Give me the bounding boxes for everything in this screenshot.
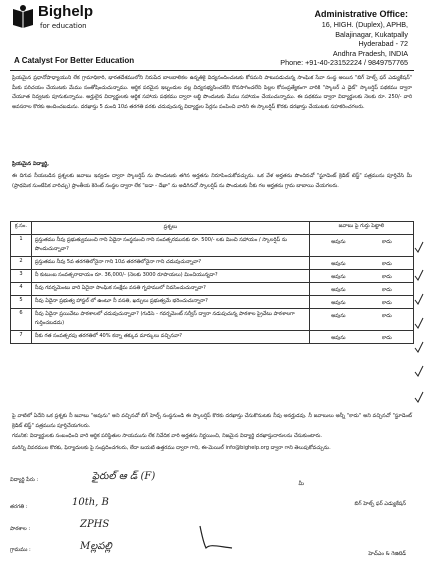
question-text: నీవు ఏదైనా ప్రభుత్వ హాస్టల్ లో ఉంటూ నీ వసతి, ఖర్చులు ప్రభుత్వమే భరించుచున్నారా? bbox=[31, 295, 309, 308]
answer-yes[interactable]: అవును bbox=[331, 286, 346, 293]
question-text: ప్రస్తుతము నీవు 5వ తరగతిలోనైనా గాని 10వ తరగతిలోనైనా గాని చదువుచున్నావా? bbox=[31, 256, 309, 269]
answer-no[interactable]: కాదు bbox=[382, 239, 392, 245]
office-line: Balajinagar, Kukatpally bbox=[335, 29, 408, 39]
answer-cell bbox=[309, 269, 413, 282]
row-number: 3 bbox=[11, 269, 32, 282]
office-line: Andhra Pradesh, INDIA bbox=[332, 48, 408, 58]
table-row bbox=[11, 235, 414, 257]
answer-yes[interactable]: అవును bbox=[331, 239, 346, 245]
table-row bbox=[11, 256, 414, 269]
class-label: తరగతి : bbox=[10, 504, 28, 510]
questions-table bbox=[10, 221, 414, 344]
school-value[interactable]: ZPHS bbox=[80, 519, 110, 530]
table-row bbox=[11, 308, 414, 330]
question-text: నీవు ఏదైనా ప్రయివేటు పాఠశాలలో చదువుచున్నావా? (గుడిసె - గవర్నమెంట్ సర్వీస్ ద్వారా నడుపుచున్న పాఠశాల ప్రైవేటు పాఠశాలగా గుర్తించబడదు) bbox=[31, 308, 309, 330]
student-name-label: విద్యార్థి పేరు : bbox=[10, 477, 39, 483]
instruction-note: గమనిక: విద్యార్థులకు సంబంధించి వారి ఆర్థిక పరిస్థితుల సాయమును లేక నివేదిక వారి అర్హతను నిర్ణయించి, నిజమైన విద్యార్థి దరఖాస్తుదారులను చేసుకుంటారు. bbox=[12, 433, 323, 439]
school-label: పాఠశాల : bbox=[10, 526, 31, 532]
office-line: 16, HIGH. (Duplex), APHB, bbox=[321, 20, 408, 29]
answer-no[interactable]: కాదు bbox=[382, 312, 392, 319]
village-label: గ్రామము : bbox=[10, 547, 31, 553]
logo-name: Bighelp bbox=[38, 3, 93, 20]
closing-word: మీ bbox=[298, 481, 304, 487]
question-text: నీ కుటుంబ సంవత్సరాదాయం రూ. 36,000/- (నెలకు 3000 రూపాయలు) మించియున్నదా? bbox=[31, 269, 309, 282]
answer-cell bbox=[309, 330, 413, 343]
row-number: 7 bbox=[11, 330, 32, 343]
row-number: 4 bbox=[11, 282, 32, 295]
answer-cell bbox=[309, 295, 413, 308]
answer-yes[interactable]: అవును bbox=[331, 260, 346, 267]
answer-no[interactable]: కాదు bbox=[382, 286, 392, 293]
header-divider bbox=[10, 70, 414, 71]
student-name-value[interactable]: ఫైరుల్ ఆ డ్ (F) bbox=[92, 471, 156, 482]
question-text: నీకు గత సంవత్సరపు తరగతిలో 40% కన్నా తక్కువ మార్కులు వచ్చినవా? bbox=[31, 330, 309, 343]
answer-cell bbox=[309, 282, 413, 295]
org-signature-line: బిగ్ హెల్ప్ ఫర్ ఎడ్యుకేషన్ bbox=[354, 501, 406, 507]
answer-no[interactable]: కాదు bbox=[382, 299, 392, 306]
village-value[interactable]: Mల్లపల్లి bbox=[80, 541, 112, 552]
answer-cell bbox=[309, 256, 413, 269]
row-number: 1 bbox=[11, 235, 32, 257]
table-header-row bbox=[11, 222, 414, 235]
answer-no[interactable]: కాదు bbox=[382, 273, 392, 280]
student-paragraph: ఈ దిగువ నీయబడిన ప్రశ్నలకు జవాబు ఇవ్వడం ద్వారా స్కాలర్షిప్ ను పొందుటకు తగిన అర్హతను నిరూపించుకోవచ్చును. ఒక వేళ అర్హతను పొందినచో "స్టూడెంట్ క్రెడిట్ టెస్ట్" పత్రమును పూర్తిచేసి మీ (ప్రాథమిక సుంటేపిక వారిచ్చు) ప్రాంతీయ కెరెంట్ సంస్థల ద్వారా లేక "ఐడా - దేఖా" ను అడిగినచో స్కాలర్షిప్ ను పొందుటకు నీకు గల అర్హతను గ్రామ బాబాయి చేయగలరు. bbox=[12, 173, 412, 189]
question-text: ప్రస్తుతము నీవు ప్రభుత్వుముంచి గాని ఏదైనా సంస్థనుంచి గాని సంవత్సరమునకు రూ. 500/- లకు మించి సహాయం / స్కాలర్షిప్ ను పొందుచున్నావా? bbox=[31, 235, 309, 257]
answer-yes[interactable]: అవును bbox=[331, 299, 346, 306]
class-value[interactable]: 10th, B bbox=[72, 497, 109, 508]
tick-marks-icon bbox=[414, 240, 424, 410]
signature-mark bbox=[196, 522, 236, 552]
intro-paragraph: ప్రియమైన ప్రధానోపాధ్యాయుని లేక గ్రామాధికారి, భారతదేశములోని నిరుపేద బాలబాలికల ఉన్నతికై విద్యనందించుటకు కోసమని పాటుపడుచున్న సాంఘిక సేవా సంస్థ అయిన "బిగ్ హెల్ప్ ఫర్ ఎడ్యుకేషన్" మీకు పరిచయం చేయుటకు మేము సంతోషించుచున్నాము. ఆర్థిక పరమైన ఇబ్బందుల వల్ల విద్యనభ్యసించలేని కొనసాగించలేని పిల్లల కోసంప్రత్యేకంగా వారికి "స్కాలర్ ఎ డైట్" స్కాలర్షిప్ పథకము ద్వారా చేయూత నివ్వటకు పూనుకున్నాము. అర్హులైన విద్యార్థులకు ఆర్థిక సహాయ పథకము ద్వారా లబ్ధి పొందుటకు మేము సహాయం చేయుచున్నాము. ఈ పథకము ద్వారా విద్యార్థులకు నెలకు రూ. 250/- వారి అవసరాల కొరకు అందించబడును. దరఖాస్తు 5 మంది 10వ తరగతి వరకు చదువుచున్న విద్యార్థుల పేర్లను పంపించి వారిని ఈ స్కాలర్షిప్ కొరకు దరఖాస్తు చేయుటకు సహకరించగలరు. bbox=[12, 75, 412, 110]
student-salutation: ప్రియమైన విద్యార్థి, bbox=[12, 161, 50, 167]
row-number: 5 bbox=[11, 295, 32, 308]
instruction-contact: మరిన్ని వివరముల కొరకు, ఫిర్యాదులకు పై సంప్రదించగలరు, లేదా బయటి ఉత్తరము ద్వారా గాని, ఈ-మెయిల్ info@bighelp.org ద్వారా గాని తెలుపుకోవచ్చును. bbox=[12, 445, 331, 451]
col-header-questions: ప్రశ్నలు bbox=[31, 222, 309, 235]
table-row bbox=[11, 295, 414, 308]
answer-no[interactable]: కాదు bbox=[382, 260, 392, 267]
slogan: A Catalyst For Better Education bbox=[14, 56, 135, 65]
col-header-number: క్ర.సం. bbox=[11, 222, 32, 235]
row-number: 2 bbox=[11, 256, 32, 269]
row-number: 6 bbox=[11, 308, 32, 330]
office-line: Hyderabad - 72 bbox=[358, 39, 408, 48]
logo-tagline: for education bbox=[40, 22, 87, 30]
answer-yes[interactable]: అవును bbox=[331, 273, 346, 280]
answer-cell bbox=[309, 235, 413, 257]
table-row bbox=[11, 269, 414, 282]
office-address bbox=[238, 8, 408, 68]
answer-cell bbox=[309, 308, 413, 330]
book-logo-icon bbox=[12, 4, 34, 28]
office-heading: Administrative Office: bbox=[314, 9, 408, 19]
headmaster-stamp: హెచ్ఎం & గెజిటెడ్ bbox=[368, 551, 406, 557]
table-row bbox=[11, 282, 414, 295]
answer-yes[interactable]: అవును bbox=[331, 312, 346, 319]
col-header-answer: జవాబు పై గుర్తు పెట్టాలి bbox=[309, 222, 413, 235]
instruction-eligibility: పై వాటిలో ఏదేని ఒక ప్రశ్నకు నీ జవాబు "అవును" అని వచ్చినచో బిగ్ హెల్ప్ సంస్థనుండి ఈ స్కాలర్షిప్ కొరకు దరఖాస్తు చేసుకొనుటకు నీవు అనర్హుడవు. నీ జవాబులు అన్నీ "కాదు" అని వచ్చినచో "స్టూడెంట్ క్రెడిట్ టెస్ట్" పత్రమును పూర్తిచేయగలరు. bbox=[12, 413, 412, 429]
table-row bbox=[11, 330, 414, 343]
question-text: నీవు గవర్నమెంటు వారి ఏదైనా సాంఘిక సంక్షేమ వసతి గృహములో నివసించుచున్నావా? bbox=[31, 282, 309, 295]
answer-yes[interactable]: అవును bbox=[331, 334, 346, 341]
answer-no[interactable]: కాదు bbox=[382, 334, 392, 341]
office-phone: Phone: +91-40-23152224 / 9849757765 bbox=[280, 58, 408, 67]
